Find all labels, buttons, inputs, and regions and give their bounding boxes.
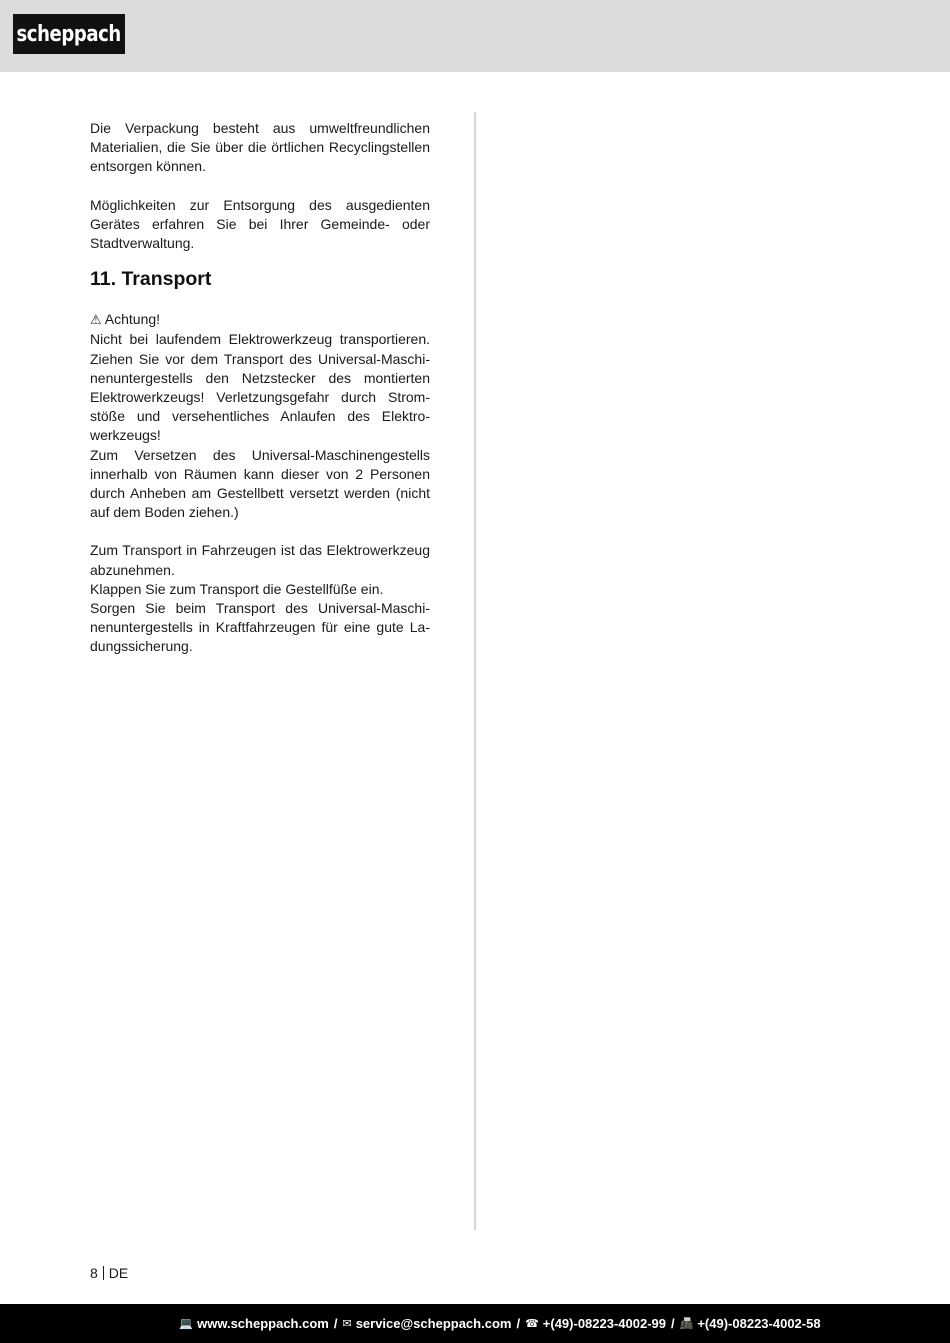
relocation-paragraph: Zum Versetzen des Universal-Maschinengestells innerhalb von Räumen kann dieser von 2 Personen durch Anheben am Gestellbett versetzt werden (nicht auf dem Boden ziehen.) xyxy=(90,446,430,521)
scheppach-logo: scheppach xyxy=(13,14,125,54)
page-number-value: 8 xyxy=(90,1265,98,1281)
page-language: DE xyxy=(108,1265,129,1281)
section-title: 11. Transport xyxy=(90,268,212,291)
packaging-paragraph: Die Verpackung besteht aus umweltfreundlichen Materialien, die Sie über die örtlichen Recyclingstellen entsorgen können. xyxy=(90,120,430,175)
vehicle-transport-paragraph: Zum Transport in Fahrzeugen ist das Elektrowerkzeug abzunehmen. xyxy=(90,542,430,578)
email-link[interactable]: service@scheppach.com xyxy=(355,1316,512,1331)
separator: / xyxy=(516,1316,521,1331)
fax-number: +(49)-08223-4002-58 xyxy=(697,1316,821,1331)
header-band xyxy=(0,0,950,72)
page-number-separator xyxy=(103,1266,104,1280)
phone-number: +(49)-08223-4002-99 xyxy=(542,1316,667,1331)
email-icon: ✉ xyxy=(342,1317,352,1330)
fold-legs-paragraph: Klappen Sie zum Transport die Gestellfüße ein. xyxy=(90,580,384,597)
warning-label: Achtung! xyxy=(104,311,161,328)
contact-bar xyxy=(0,1304,950,1343)
separator: / xyxy=(671,1316,675,1331)
fax-icon: 📠 xyxy=(679,1317,694,1330)
column-divider xyxy=(474,112,476,1230)
phone-icon: ☎ xyxy=(525,1317,539,1330)
page-number xyxy=(90,1264,128,1282)
computer-icon: 💻 xyxy=(179,1317,194,1330)
load-securing-paragraph: Sorgen Sie beim Transport des Universal-Maschinenuntergestells in Kraftfahrzeugen für eine gute Ladungssicherung. xyxy=(90,600,430,655)
disposal-paragraph: Möglichkeiten zur Entsorgung des ausgedienten Gerätes erfahren Sie bei Ihrer Gemeinde- oder Stadtverwaltung. xyxy=(90,196,430,252)
separator: / xyxy=(333,1316,338,1331)
transport-warning-paragraph: Nicht bei laufendem Elektrowerkzeug transportieren. Ziehen Sie vor dem Transport des Universal-Maschinenuntergestells den Netzstecker des montierten Elektrowerkzeugs! Verletzungsgefahr durch Stromstöße und versehentliches Anlaufen des Elektrowerkzeugs! xyxy=(90,331,430,444)
left-column xyxy=(90,119,430,657)
warning-triangle-icon: ⚠ xyxy=(90,313,102,329)
warning-line xyxy=(90,310,430,330)
website-link[interactable]: www.scheppach.com xyxy=(197,1316,329,1331)
